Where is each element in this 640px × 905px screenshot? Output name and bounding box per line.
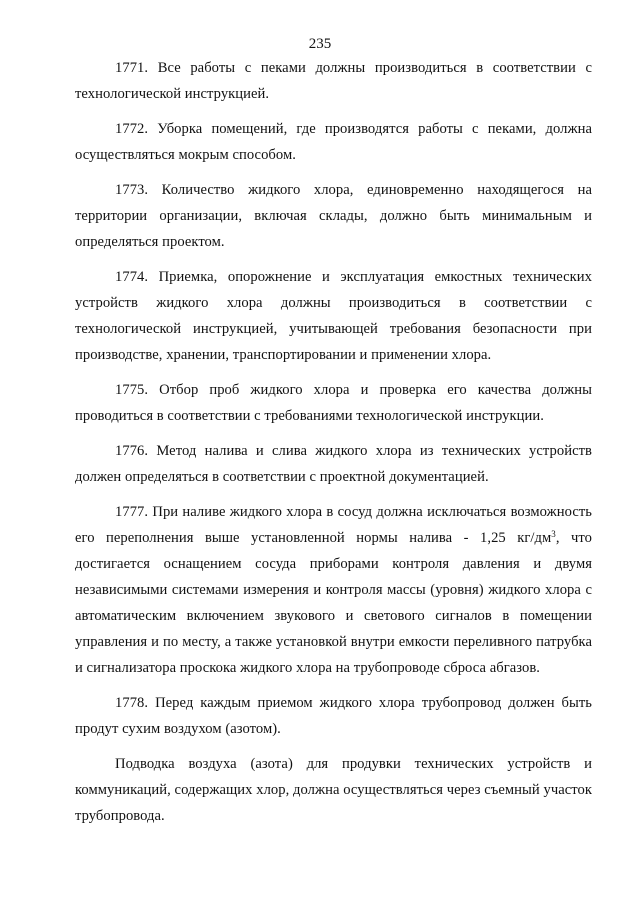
paragraph-number: 1778. [115, 695, 149, 711]
paragraph-text-continued: , что достигается оснащением сосуда приборами контроля давления и двумя независимыми системами измерения и контроля массы (уровня) жидкого хлора с автоматическим включением звукового и светового сигналов в помещении управления и по месту, а также установкой внутри емкости переливного патрубка и сигнализатора проскока жидкого хлора на трубопроводе сброса абгазов. [75, 530, 592, 676]
paragraph-1773 [75, 177, 592, 255]
paragraph-text: При наливе жидкого хлора в сосуд должна исключаться возможность его переполнения выше установленной нормы налива - 1,25 кг/дм [75, 504, 592, 546]
paragraph-number: 1777. [115, 504, 149, 520]
paragraph-text: Подводка воздуха (азота) для продувки технических устройств и коммуникаций, содержащих хлор, должна осуществляться через съемный участок трубопровода. [75, 756, 592, 824]
paragraph-text: Приемка, опорожнение и эксплуатация емкостных технических устройств жидкого хлора должны производиться в соответствии с технологической инструкцией, учитывающей требования безопасности при производстве, хранении, транспортировании и применении хлора. [75, 269, 592, 363]
unit-superscript: 3 [551, 529, 556, 539]
paragraph-number: 1776. [115, 443, 149, 459]
paragraph-1774 [75, 264, 592, 368]
paragraph-text: Отбор проб жидкого хлора и проверка его качества должны проводиться в соответствии с требованиями технологической инструкции. [75, 382, 592, 424]
paragraph-number: 1775. [115, 382, 149, 398]
paragraph-text: Все работы с пеками должны производиться в соответствии с технологической инструкцией. [75, 60, 592, 102]
paragraph-number: 1771. [115, 60, 149, 76]
paragraph-air-supply [75, 751, 592, 829]
paragraph-text: Уборка помещений, где производятся работы с пеками, должна осуществляться мокрым способом. [75, 121, 592, 163]
paragraph-1771 [75, 55, 592, 107]
paragraph-1777 [75, 499, 592, 681]
paragraph-1776 [75, 438, 592, 490]
paragraph-number: 1774. [115, 269, 149, 285]
paragraph-number: 1772. [115, 121, 149, 137]
paragraph-1772 [75, 116, 592, 168]
document-body [75, 55, 592, 838]
page-number: 235 [308, 36, 332, 52]
paragraph-number: 1773. [115, 182, 149, 198]
paragraph-1775 [75, 377, 592, 429]
paragraph-text: Перед каждым приемом жидкого хлора трубопровод должен быть продут сухим воздухом (азотом). [75, 695, 592, 737]
paragraph-1778 [75, 690, 592, 742]
paragraph-text: Метод налива и слива жидкого хлора из технических устройств должен определяться в соответствии с проектной документацией. [75, 443, 592, 485]
paragraph-text: Количество жидкого хлора, единовременно находящегося на территории организации, включая склады, должно быть минимальным и определяться проектом. [75, 182, 592, 250]
